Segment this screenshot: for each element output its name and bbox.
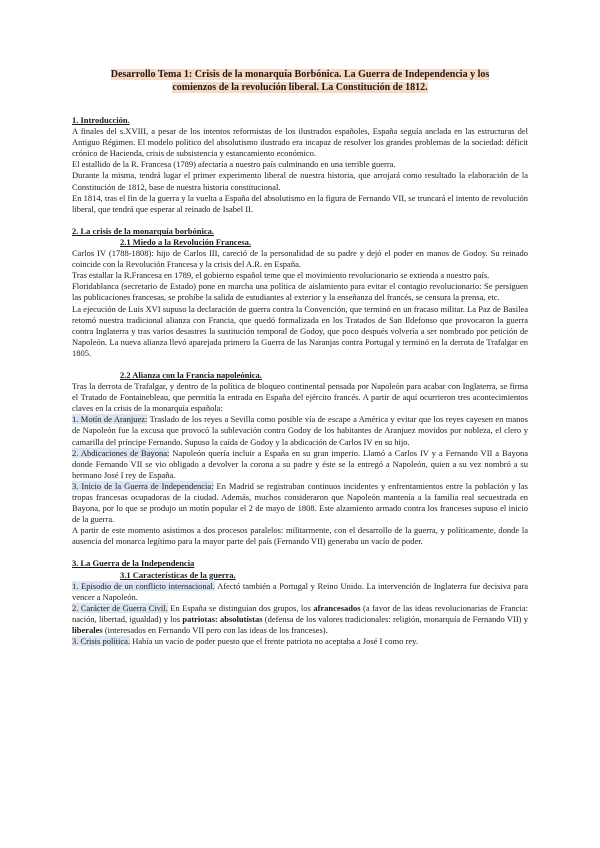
- paragraph: Floridablanca (secretario de Estado) pone en marcha una política de aislamiento para evitar el contagio revolucionario: Se persiguen las publicaciones francesas, se prohíbe la salida de estudiantes al exterior y la enseñanza del francés, se censura la prensa, etc.: [72, 281, 528, 303]
- event-item: [72, 448, 528, 481]
- section-3-heading: 3. La Guerra de la Independencia: [72, 558, 195, 569]
- document-title: [72, 68, 528, 94]
- characteristic-item: [72, 636, 528, 647]
- characteristic-label: 1. Episodio de un conflicto internacional.: [72, 580, 215, 591]
- subsection-3-1-heading: 3.1 Características de la guerra.: [120, 569, 236, 580]
- paragraph: La ejecución de Luis XVI supuso la declaración de guerra contra la Convención, que terminó en un fracaso militar. La Paz de Basilea retomó nuestra tradicional alianza con Francia, que quedó formalizada en los Tratados de San Ildefonso que provocaron la guerra contra Inglaterra y tras varios desastres la sustitución temporal de Godoy, que poco después volvería a ser nombrado por petición de Napoleón. La nueva alianza llevó aparejada primero la Guerra de las Naranjas contra Portugal y terminó en la derrota de Trafalgar en 1805.: [72, 303, 528, 358]
- event-label: 3. Inicio de la Guerra de Independencia:: [72, 480, 214, 491]
- paragraph: A finales del s.XVIII, a pesar de los intentos reformistas de los ilustrados españoles, España seguía anclada en las estructuras del Antiguo Régimen. El modelo político del absolutismo ilustrado era incapaz de resolver los grandes problemas de la sociedad: déficit crónico de Hacienda, crisis de subsistencia y estancamiento económico.: [72, 126, 528, 159]
- paragraph: A partir de este momento asistimos a dos procesos paralelos: militarmente, con el desarrollo de la guerra, y políticamente, donde la ausencia del monarca legítimo para la mayor parte del país (Fernando VII) generaba un vacío de poder.: [72, 525, 528, 547]
- paragraph: Tras la derrota de Trafalgar, y dentro de la política de bloqueo continental pensada por Napoleón para acabar con Inglaterra, se firma el Tratado de Fontainebleau, que permitía la entrada en España del ejército francés. A partir de aquí ocurrieron tres acontecimientos claves en la crisis de la monarquía española:: [72, 381, 528, 414]
- characteristic-text: (a favor de las ideas revolucionarias de Francia: nación, libertad, igualdad) y los: [72, 602, 529, 624]
- paragraph: Tras estallar la R.Francesa en 1789, el gobierno español teme que el movimiento revolucionario se extienda a nuestro país.: [72, 270, 490, 281]
- term-liberales: liberales: [72, 625, 103, 636]
- characteristic-label: 2. Carácter de Guerra Civil.: [72, 602, 168, 613]
- characteristic-item: [72, 581, 528, 603]
- section-2-heading: 2. La crisis de la monarquía borbónica.: [72, 225, 214, 236]
- characteristic-text: (interesados en Fernando VII pero con las ideas de los franceses).: [102, 625, 328, 636]
- event-text: Traslado de los reyes a Sevilla como posible vía de escape a América y evitar que los reyes cayesen en manos de Napoleón fue la excusa que provocó la sublevación contra Godoy de los habitantes de Aranjuez movidos por nobleza, el clero y camarilla del príncipe Fernando. Supuso la caída de Godoy y la abdicación de Carlos IV en su hijo.: [72, 414, 528, 447]
- characteristic-text: En España se distinguían dos grupos, los: [167, 602, 314, 613]
- paragraph: Carlos IV (1788-1808): hijo de Carlos III, careció de la personalidad de su padre y dejó el poder en manos de Godoy. Su reinado coincide con la Revolución Francesa y la crisis del A.R. en España.: [72, 248, 528, 270]
- characteristic-text: Había un vacío de poder puesto que el frente patriota no aceptaba a José I como rey.: [130, 636, 418, 647]
- characteristic-text: (defensa de los valores tradicionales: religión, monarquía de Fernando VII) y: [262, 613, 528, 624]
- event-label: 1. Motín de Aranjuez:: [72, 414, 148, 425]
- event-text: En Madrid se registraban continuos incidentes y enfrentamientos entre la población y las tropas francesas ocupadoras de la ciudad. Además, muchos consideraron que Napoleón mantenía a la familia real secuestrada en Bayona, por lo que se produjo un motín popular el 2 de mayo de 1808. Este alzamiento armado contra los franceses supuso el inicio de la guerra.: [72, 480, 528, 525]
- characteristic-text: Afectó también a Portugal y Reino Unido. La intervención de Inglaterra fue decisiva para vencer a Napoleón.: [72, 580, 529, 602]
- term-patriotas: patriotas: absolutistas: [182, 613, 263, 624]
- term-afrancesados: afrancesados: [313, 602, 361, 613]
- paragraph: El estallido de la R. Francesa (1789) afectaría a nuestro país culminando en una terrible guerra.: [72, 159, 396, 170]
- subsection-2-1-heading: 2.1 Miedo a la Revolución Francesa.: [120, 236, 252, 247]
- paragraph: En 1814, tras el fin de la guerra y la vuelta a España del absolutismo en la figura de Fernando VII, se truncará el intento de revolución liberal, que tendrá que esperar al reinado de Isabel II.: [72, 192, 528, 214]
- characteristic-label: 3. Crisis política.: [72, 636, 131, 647]
- paragraph: Durante la misma, tendrá lugar el primer experimento liberal de nuestra historia, que arrojará como resultado la elaboración de la Constitución de 1812, base de nuestra historia constitucional.: [72, 170, 528, 192]
- event-item: [72, 481, 528, 525]
- title-line-2: comienzos de la revolución liberal. La Constitución de 1812.: [172, 82, 428, 93]
- event-label: 2. Abdicaciones de Bayona:: [72, 447, 170, 458]
- event-item: [72, 414, 528, 447]
- document-page: [72, 68, 528, 647]
- section-1-heading: 1. Introducción.: [72, 115, 130, 125]
- subsection-2-2-heading: 2.2 Alianza con la Francia napoleónica.: [120, 369, 262, 380]
- event-text: Napoleón quería incluir a España en su gran imperio. Llamó a Carlos IV y a Fernando VII a Bayona donde Fernando VII se vio obligado a devolver la corona a su padre y éste se la entregó a Napoleón, quien a su vez nombró a su hermano José I rey de España.: [72, 447, 528, 480]
- characteristic-item: [72, 603, 528, 636]
- title-line-1: Desarrollo Tema 1: Crisis de la monarquía Borbónica. La Guerra de Independencia y los: [110, 69, 490, 80]
